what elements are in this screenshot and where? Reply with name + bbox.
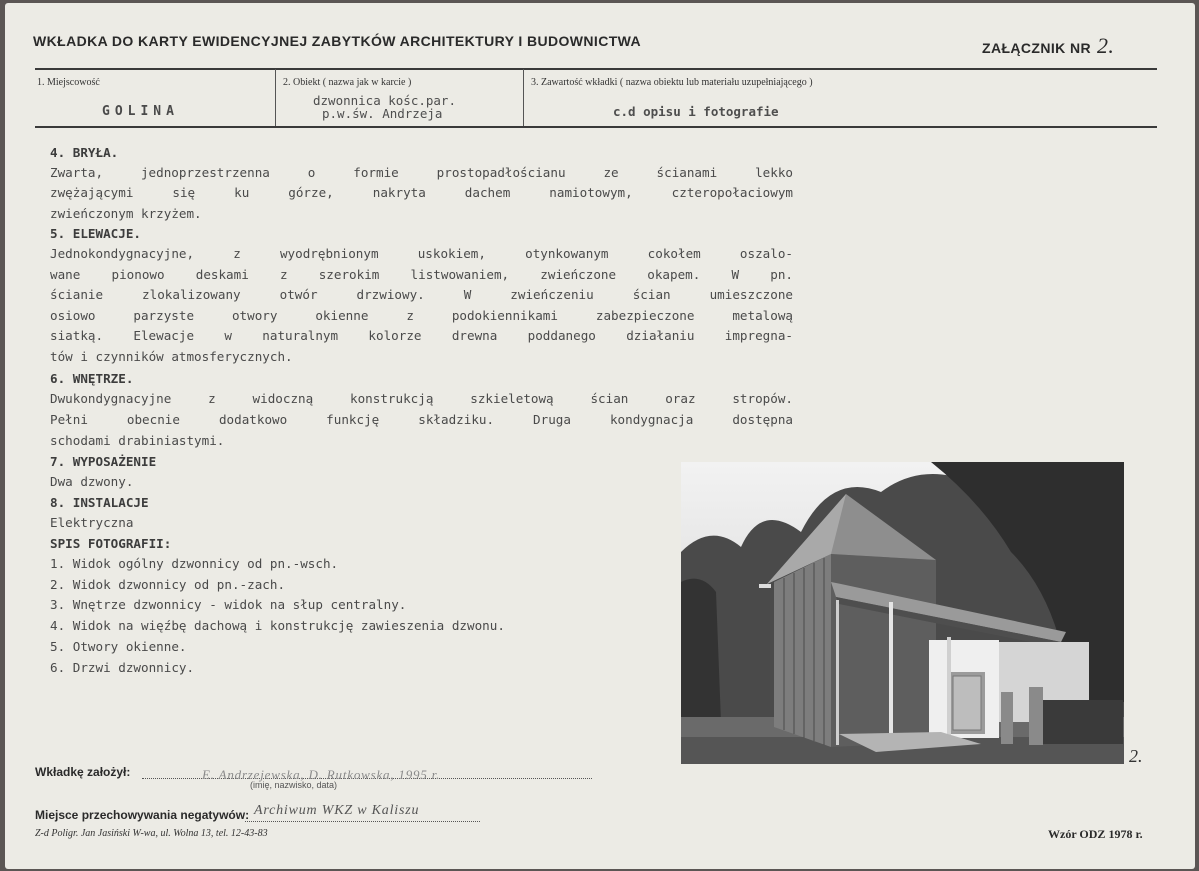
contents-label: 3. Zawartość wkładki ( nazwa obiektu lub materiału uzupełniającego )	[531, 77, 813, 88]
section-6-line: Pełni obecnie dodatkowo funkcję składziku. Druga kondygnacja dostępna	[50, 412, 793, 427]
field-divider-2	[523, 69, 524, 126]
author-hint: (imię, nazwisko, data)	[250, 780, 338, 790]
section-7-heading: 7. WYPOSAŻENIE	[50, 454, 157, 469]
object-label: 2. Obiekt ( nazwa jak w karcie )	[283, 77, 412, 88]
attachment-number: 2.	[1097, 33, 1115, 58]
section-5-heading: 5. ELEWACJE.	[50, 226, 141, 241]
section-8-heading: 8. INSTALACJE	[50, 495, 149, 510]
attachment-number-label	[982, 33, 1114, 59]
locality-label: 1. Miejscowość	[37, 77, 100, 88]
photo-list-item: 1. Widok ogólny dzwonnicy od pn.-wsch.	[50, 556, 339, 571]
object-value-line2: p.w.św. Andrzeja	[322, 106, 443, 121]
locality-value: GOLINA	[102, 104, 179, 119]
section-6-heading: 6. WNĘTRZE.	[50, 371, 134, 386]
object-value-line1: dzwonnica kośc.par.	[313, 93, 456, 108]
photo-list-heading: SPIS FOTOGRAFII:	[50, 536, 172, 551]
section-5-line: osiowo parzyste otwory okienne z podokiennikami zabezpieczone metalową	[50, 308, 793, 323]
section-7-line: Dwa dzwony.	[50, 474, 134, 489]
section-5-line: ścianie zlokalizowany otwór drzwiowy. W zwieńczeniu ścian umieszczone	[50, 287, 793, 302]
photo-list-item: 6. Drzwi dzwonnicy.	[50, 660, 195, 675]
section-5-line: wane pionowo deskami z szerokim listwowaniem, zwieńczone okapem. W pn.	[50, 267, 793, 282]
belfry-photo-drawing	[681, 462, 1124, 764]
form-model: Wzór ODZ 1978 r.	[1048, 827, 1143, 841]
section-4-heading: 4. BRYŁA.	[50, 145, 119, 160]
section-6-line: schodami drabiniastymi.	[50, 433, 225, 448]
storage-dotted-line	[245, 821, 480, 822]
section-4-line: zwężającymi się ku górze, nakryta dachem namiotowym, czteropołaciowym	[50, 185, 793, 200]
storage-label: Miejsce przechowywania negatywów:	[35, 808, 250, 822]
photo-list-item: 3. Wnętrze dzwonnicy - widok na słup centralny.	[50, 597, 407, 612]
header-rule-top	[35, 68, 1157, 70]
printer-imprint: Z-d Poligr. Jan Jasiński W-wa, ul. Wolna 13, tel. 12-43-83	[35, 828, 268, 839]
photo-caption-number: 2.	[1129, 746, 1143, 766]
photo-list-item: 2. Widok dzwonnicy od pn.-zach.	[50, 577, 286, 592]
section-5-line: siatką. Elewacje w naturalnym kolorze drewna poddanego działaniu impregna-	[50, 328, 793, 343]
author-value: E. Andrzejewska, D. Rutkowska, 1995 r.	[202, 767, 441, 782]
photo-list-item: 5. Otwory okienne.	[50, 639, 187, 654]
section-6-line: Dwukondygnacyjne z widoczną konstrukcją szkieletową ścian oraz stropów.	[50, 391, 793, 406]
header-rule-bottom	[35, 126, 1157, 128]
belfry-photograph	[681, 462, 1124, 764]
section-8-line: Elektryczna	[50, 515, 134, 530]
attachment-label: ZAŁĄCZNIK NR	[982, 40, 1092, 56]
form-title: WKŁADKA DO KARTY EWIDENCYJNEJ ZABYTKÓW ARCHITEKTURY I BUDOWNICTWA	[33, 33, 642, 49]
section-5-line: tów i czynników atmosferycznych.	[50, 349, 293, 364]
author-label: Wkładkę założył:	[35, 765, 131, 779]
section-4-line: zwieńczonym krzyżem.	[50, 206, 202, 221]
section-4-line: Zwarta, jednoprzestrzenna o formie prostopadłościanu ze ścianami lekko	[50, 165, 793, 180]
photo-list-item: 4. Widok na więźbę dachową i konstrukcję zawieszenia dzwonu.	[50, 618, 505, 633]
contents-value: c.d opisu i fotografie	[613, 104, 779, 119]
storage-value: Archiwum WKZ w Kaliszu	[254, 803, 420, 818]
field-divider-1	[275, 69, 276, 126]
section-5-line: Jednokondygnacyjne, z wyodrębnionym uskokiem, otynkowanym cokołem oszalo-	[50, 246, 793, 261]
